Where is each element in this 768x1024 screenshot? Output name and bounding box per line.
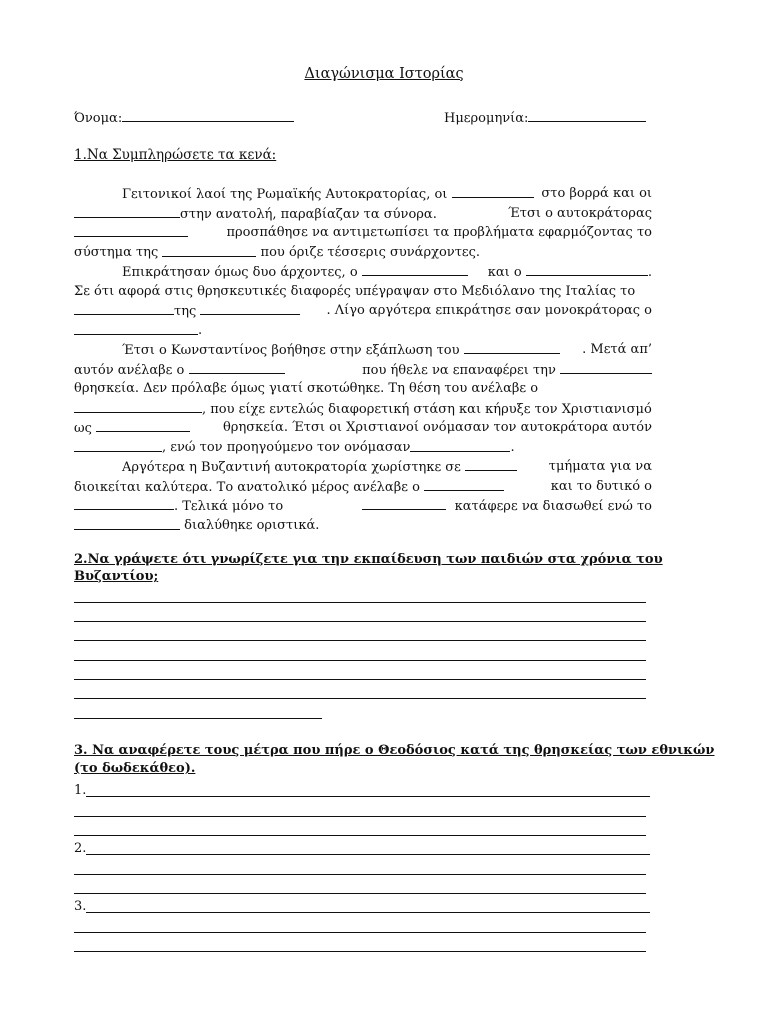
- answer-line[interactable]: [74, 602, 646, 603]
- q3-heading: [74, 743, 714, 776]
- q3-heading-line-1: 3. Να αναφέρετε τους μέτρα που πήρε ο Θεοδόσιος κατά της θρησκείας των εθνικών: [74, 743, 715, 758]
- text: αυτόν ανέλαβε ο: [74, 362, 185, 378]
- fill-blank[interactable]: [424, 477, 504, 491]
- text: ως: [74, 421, 92, 437]
- answer-line[interactable]: [86, 912, 650, 913]
- text: , ενώ τον προηγούμενο τον ονόμασαν: [162, 439, 411, 455]
- text: Επικράτησαν όμως δυο άρχοντες, ο: [122, 265, 358, 280]
- text: σύστημα της: [74, 244, 159, 260]
- fill-blank[interactable]: [362, 262, 468, 276]
- answer-line[interactable]: [74, 621, 646, 622]
- text: διαλύθηκε οριστικά.: [184, 517, 320, 533]
- text: Αργότερα η Βυζαντινή αυτοκρατορία χωρίστηκε σε: [122, 460, 461, 475]
- fill-blank[interactable]: [74, 321, 198, 335]
- text: της: [174, 304, 197, 320]
- answer-line[interactable]: [74, 893, 646, 894]
- text: Έτσι ο αυτοκράτορας: [508, 205, 652, 221]
- fill-blank[interactable]: [96, 418, 190, 432]
- fill-blank[interactable]: [74, 399, 202, 413]
- answer-line[interactable]: [74, 932, 646, 933]
- fill-blank[interactable]: [189, 360, 285, 374]
- q3-item-3-label: 3.: [74, 899, 87, 914]
- answer-line[interactable]: [74, 816, 646, 817]
- text: στο βορρά και οι: [541, 186, 652, 201]
- text: που όριζε τέσσερις συνάρχοντες.: [260, 244, 481, 260]
- date-blank[interactable]: [528, 108, 646, 122]
- text: , που είχε εντελώς διαφορετική στάση και κήρυξε τον Χριστιανισμό: [202, 401, 652, 417]
- q1-paragraph-1: [74, 184, 652, 262]
- name-field: [74, 108, 294, 126]
- text: θρησκεία. Δεν πρόλαβε όμως γιατί σκοτώθηκε. Τη θέση του ανέλαβε ο: [74, 381, 539, 397]
- q1-paragraph-3: [74, 340, 652, 458]
- text: . Λίγο αργότερα επικράτησε σαν μονοκράτορας ο: [326, 303, 652, 319]
- answer-line[interactable]: [74, 660, 646, 661]
- name-blank[interactable]: [122, 108, 294, 122]
- fill-blank[interactable]: [452, 184, 534, 198]
- text: Σε ότι αφορά στις θρησκευτικές διαφορές υπέγραψαν στο Μεδιόλανο της Ιταλίας το: [74, 283, 636, 299]
- date-field: [444, 108, 646, 126]
- name-label: Όνομα:: [74, 111, 123, 126]
- q3-heading-line-2: (το δωδεκάθεο).: [74, 761, 196, 776]
- answer-line[interactable]: [74, 640, 646, 641]
- fill-blank[interactable]: [560, 360, 652, 374]
- fill-blank[interactable]: [162, 243, 256, 257]
- text: .: [510, 439, 515, 455]
- fill-blank[interactable]: [74, 496, 174, 510]
- answer-line[interactable]: [74, 698, 646, 699]
- text: τμήματα για να: [548, 459, 652, 474]
- q2-heading: [74, 552, 663, 584]
- answer-line[interactable]: [74, 718, 322, 719]
- q2-heading-line-1: [74, 552, 663, 567]
- q2-heading-line-2: Βυζαντίου;: [74, 569, 159, 584]
- q3-item-1-label: 1.: [74, 783, 87, 798]
- fill-blank[interactable]: [74, 438, 162, 452]
- text: Γειτονικοί λαοί της Ρωμαϊκής Αυτοκρατορίας, οι: [122, 187, 448, 202]
- text: θρησκεία. Έτσι οι Χριστιανοί ονόμασαν τον αυτοκράτορα αυτόν: [222, 420, 652, 436]
- answer-line[interactable]: [86, 854, 650, 855]
- fill-blank[interactable]: [74, 301, 174, 315]
- answer-line[interactable]: [74, 679, 646, 680]
- fill-blank[interactable]: [464, 340, 560, 354]
- date-label: Ημερομηνία:: [444, 111, 529, 126]
- text: διοικείται καλύτερα. Το ανατολικό μέρος ανέλαβε ο: [74, 479, 420, 495]
- fill-blank[interactable]: [74, 204, 180, 218]
- text: . Μετά απ’: [582, 342, 652, 357]
- page-title: Διαγώνισμα Ιστορίας: [304, 66, 464, 82]
- answer-line[interactable]: [74, 874, 646, 875]
- text: που ήθελε να επαναφέρει την: [362, 362, 556, 378]
- text: και ο: [487, 265, 522, 280]
- text: Έτσι ο Κωνσταντίνος βοήθησε στην εξάπλωση του: [122, 343, 460, 358]
- text: και το δυτικό ο: [550, 478, 652, 494]
- fill-blank[interactable]: [465, 457, 517, 471]
- q1-heading: 1.Να Συμπληρώσετε τα κενά:: [74, 147, 277, 163]
- q3-item-2-label: 2.: [74, 841, 87, 856]
- fill-blank[interactable]: [526, 262, 648, 276]
- fill-blank[interactable]: [410, 438, 510, 452]
- answer-line[interactable]: [74, 951, 646, 952]
- text: κατάφερε να διασωθεί ενώ το: [454, 499, 652, 515]
- fill-blank[interactable]: [74, 516, 180, 530]
- q1-paragraph-4: [74, 457, 652, 535]
- text: .: [198, 322, 203, 338]
- text: 2.Να γράψετε ότι γνωρίζετε για την εκπαίδευση των παιδιών στα χρόνια του: [74, 552, 663, 567]
- text: προσπάθησε να αντιμετωπίσει τα προβλήματα εφαρμόζοντας το: [226, 225, 652, 241]
- answer-line[interactable]: [86, 796, 650, 797]
- fill-blank[interactable]: [74, 223, 188, 237]
- text: . Τελικά μόνο το: [174, 499, 284, 515]
- fill-blank[interactable]: [200, 301, 300, 315]
- answer-line[interactable]: [74, 835, 646, 836]
- fill-blank[interactable]: [362, 496, 446, 510]
- text: στην ανατολή, παραβίαζαν τα σύνορα.: [180, 206, 437, 222]
- q1-paragraph-2: Επικράτησαν όμως δυο άρχοντες, ο και ο . Σε ότι αφορά στις θρησκευτικές διαφορές υπέγραψαν στο Μεδιόλανο της Ιταλίας το της . Λίγο αργότερα επικράτησε σαν μονοκράτορας ο .: [74, 262, 652, 340]
